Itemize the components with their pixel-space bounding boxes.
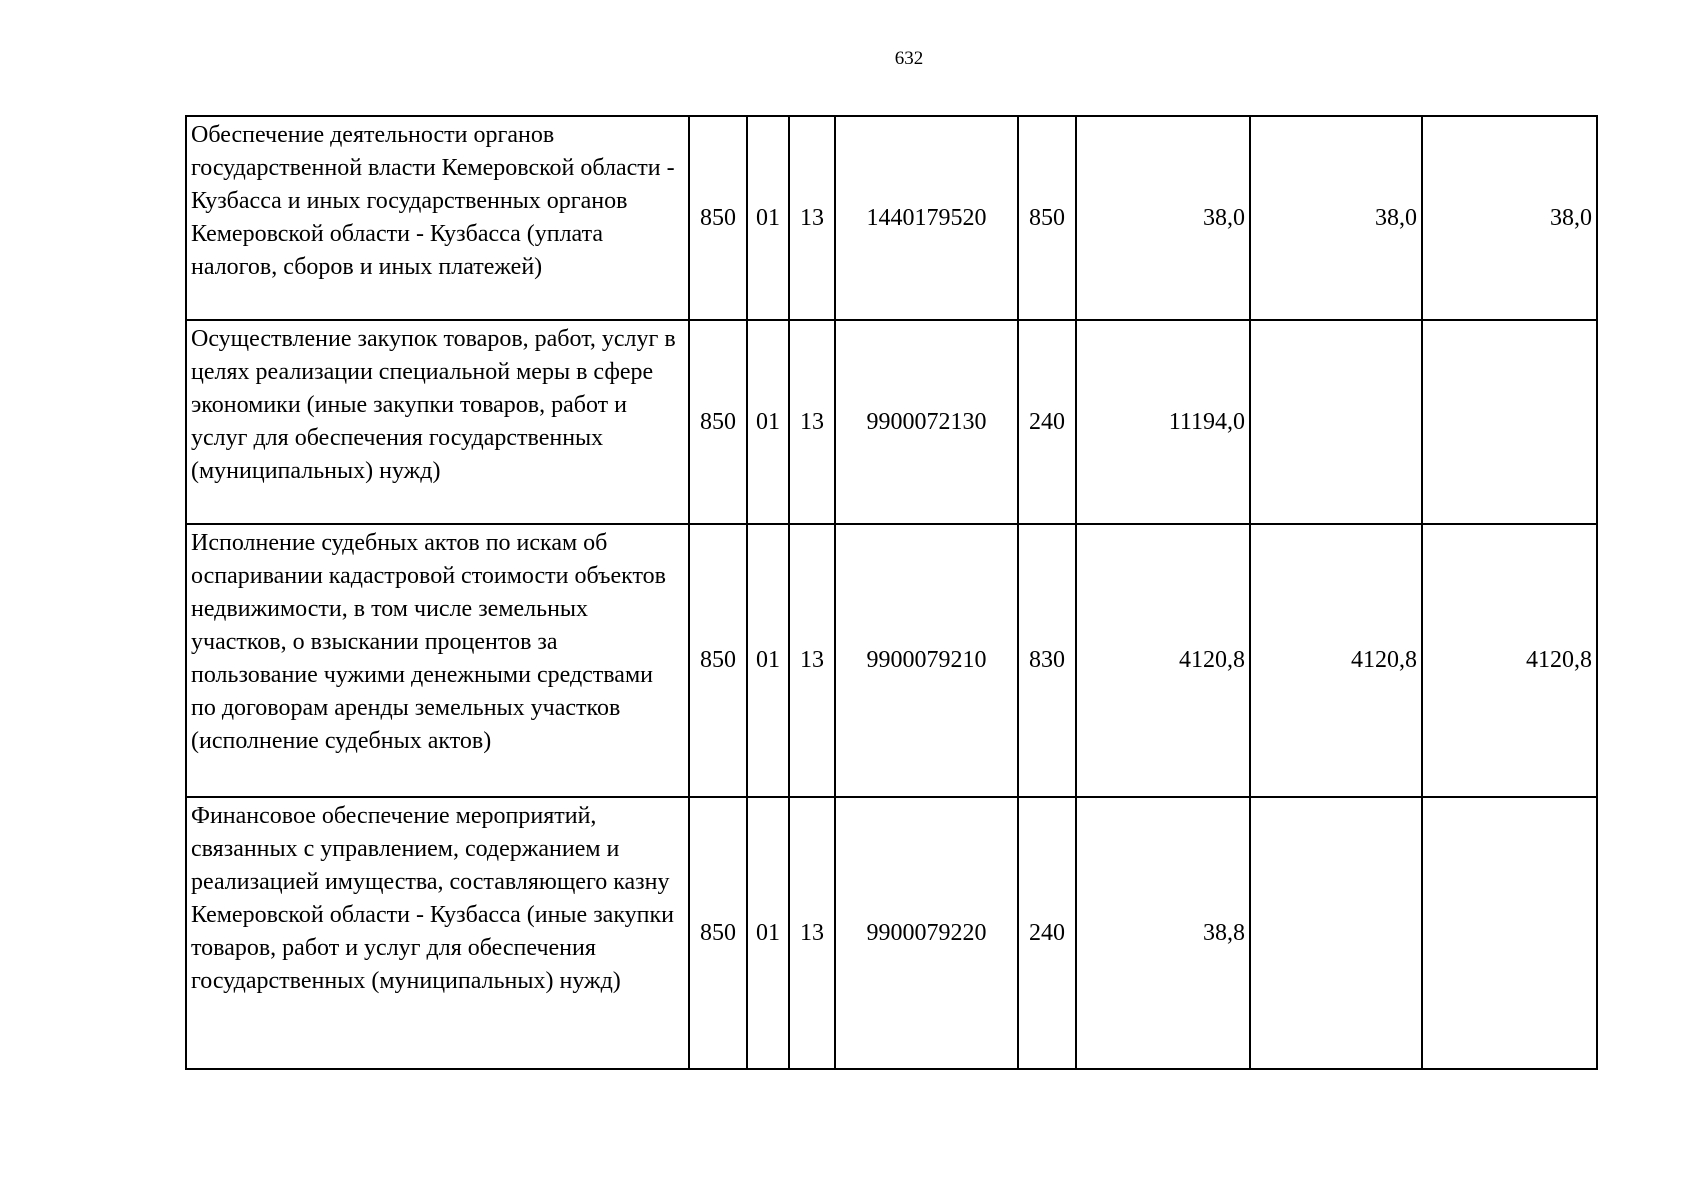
expense-type-code: 240 [1018, 797, 1076, 1069]
row-description: Финансовое обеспечение мероприятий, связанных с управлением, содержанием и реализацией имущества, составляющего казну Кемеровской области - Кузбасса (иные закупки товаров, работ и услуг для обеспечения государственных (муниципальных) нужд) [186, 797, 689, 1069]
subsection-code: 13 [789, 116, 835, 320]
subsection-code: 13 [789, 524, 835, 797]
budget-table [185, 115, 1598, 1070]
amount-year-1: 38,0 [1076, 116, 1250, 320]
page-number: 632 [894, 48, 924, 69]
row-description: Исполнение судебных актов по искам об оспаривании кадастровой стоимости объектов недвижимости, в том числе земельных участков, о взыскании процентов за пользование чужими денежными средствами по договорам аренды земельных участков (исполнение судебных актов) [186, 524, 689, 797]
amount-year-3 [1422, 797, 1597, 1069]
section-code: 01 [747, 524, 789, 797]
target-item-code: 9900072130 [835, 320, 1018, 524]
glav-code: 850 [689, 797, 747, 1069]
amount-year-1: 38,8 [1076, 797, 1250, 1069]
section-code: 01 [747, 320, 789, 524]
expense-type-code: 240 [1018, 320, 1076, 524]
amount-year-1: 4120,8 [1076, 524, 1250, 797]
subsection-code: 13 [789, 797, 835, 1069]
table-row [186, 797, 1597, 1069]
amount-year-3 [1422, 320, 1597, 524]
amount-year-2: 38,0 [1250, 116, 1422, 320]
table-row [186, 320, 1597, 524]
glav-code: 850 [689, 320, 747, 524]
amount-year-2 [1250, 320, 1422, 524]
amount-year-1: 11194,0 [1076, 320, 1250, 524]
target-item-code: 9900079210 [835, 524, 1018, 797]
target-item-code: 1440179520 [835, 116, 1018, 320]
expense-type-code: 830 [1018, 524, 1076, 797]
amount-year-3: 4120,8 [1422, 524, 1597, 797]
expense-type-code: 850 [1018, 116, 1076, 320]
amount-year-2: 4120,8 [1250, 524, 1422, 797]
subsection-code: 13 [789, 320, 835, 524]
section-code: 01 [747, 116, 789, 320]
section-code: 01 [747, 797, 789, 1069]
table-row [186, 524, 1597, 797]
amount-year-2 [1250, 797, 1422, 1069]
table-row [186, 116, 1597, 320]
row-description: Обеспечение деятельности органов государственной власти Кемеровской области - Кузбасса и иных государственных органов Кемеровской области - Кузбасса (уплата налогов, сборов и иных платежей) [186, 116, 689, 320]
row-description: Осуществление закупок товаров, работ, услуг в целях реализации специальной меры в сфере экономики (иные закупки товаров, работ и услуг для обеспечения государственных (муниципальных) нужд) [186, 320, 689, 524]
glav-code: 850 [689, 116, 747, 320]
amount-year-3: 38,0 [1422, 116, 1597, 320]
glav-code: 850 [689, 524, 747, 797]
target-item-code: 9900079220 [835, 797, 1018, 1069]
